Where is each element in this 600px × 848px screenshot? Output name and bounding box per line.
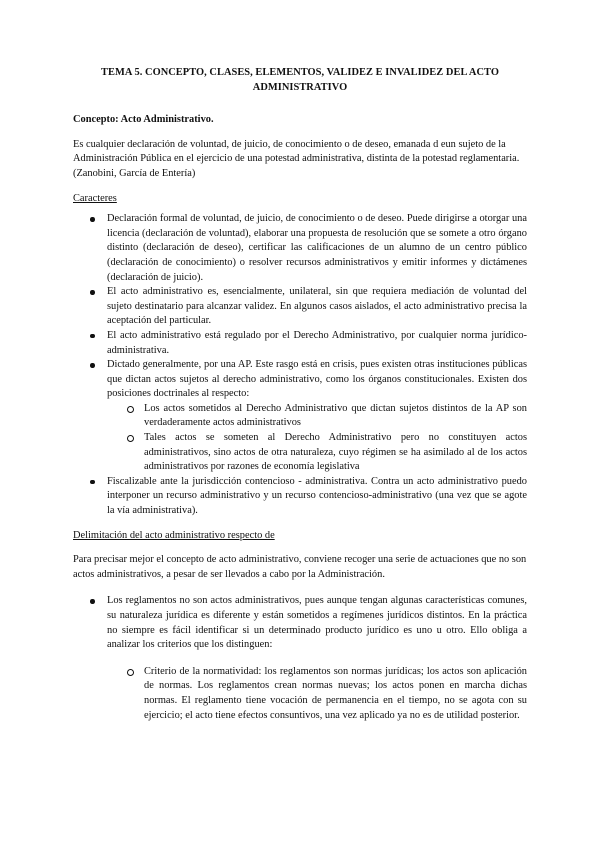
title-line-2: ADMINISTRATIVO xyxy=(252,81,348,93)
list-item xyxy=(73,285,527,329)
list-item-text: El acto administrativo está regulado por el Derecho Administrativo, por cualquier norma jurídico-administrativa. xyxy=(107,329,527,356)
list-item xyxy=(73,594,527,723)
sub-list-item xyxy=(107,402,527,431)
sub-list-item-text: Tales actos se someten al Derecho Administrativo pero no constituyen actos administrativos, sino actos de otra naturaleza, cuyo régimen se ha asimilado al de los actos administrativos por razones de economía legislativa xyxy=(144,432,527,473)
list-item-text: Dictado generalmente, por una AP. Este rasgo está en crisis, pues existen otras instituciones públicas que dictan actos sujetos al derecho administrativo, como los órganos constitucionales. Existen dos posiciones doctrinales al respecto: xyxy=(107,359,527,400)
list-item xyxy=(73,475,527,519)
concepto-paragraph: Es cualquier declaración de voluntad, de juicio, de conocimiento o de deseo, emanada d eun sujeto de la Administración Pública en el ejercicio de una potestad administrativa, distinta de la potestad reglamentaria. (Zanobini, García de Entería) xyxy=(73,138,520,179)
doctrinal-positions-list xyxy=(107,402,527,475)
circle-bullet-icon xyxy=(127,435,134,442)
sub-list-item xyxy=(107,431,527,475)
list-item xyxy=(73,329,527,358)
sub-list-item xyxy=(107,665,527,723)
bullet-icon xyxy=(90,217,95,222)
title-line-1: TEMA 5. CONCEPTO, CLASES, ELEMENTOS, VALIDEZ E INVALIDEZ DEL ACTO xyxy=(101,67,499,78)
list-item-text: Fiscalizable ante la jurisdicción contencioso - administrativa. Contra un acto administrativo puedo interponer un recurso administrativo y un recurso contencioso-administrativo (una vez que se agote la vía administrativa). xyxy=(107,475,527,517)
bullet-icon xyxy=(90,290,95,295)
sub-list-item-text: Criterio de la normatividad: los reglamentos son normas jurídicas; los actos son aplicación de normas. Los reglamentos crean normas nuevas; los actos ponen en marcha dichas normas. El reglamento tiene vocación de permanencia en el tiempo, no se agota con su ejercicio; el acto tiene efectos consuntivos, una vez aplicado ya no es de utilidad posterior. xyxy=(144,665,527,721)
list-item xyxy=(73,358,527,475)
caracteres-list xyxy=(73,212,527,518)
list-item-text: El acto administrativo es, esencialmente, unilateral, sin que requiera mediación de voluntad del sujeto destinatario para alcanzar validez. En algunos casos aislados, el acto administrativo precisa la aceptación del particular. xyxy=(107,286,527,327)
delimitacion-intro: Para precisar mejor el concepto de acto administrativo, conviene recoger una serie de actuaciones que no son actos administrativos, a pesar de ser llevados a cabo por la Administración. xyxy=(73,554,527,580)
delimitacion-list xyxy=(73,594,527,723)
bullet-icon xyxy=(90,363,95,368)
delimitacion-heading: Delimitación del acto administrativo respecto de xyxy=(73,529,275,541)
circle-bullet-icon xyxy=(127,406,134,413)
document-page xyxy=(73,66,527,723)
page-title xyxy=(73,66,527,95)
bullet-icon xyxy=(90,480,95,485)
list-item-text: Declaración formal de voluntad, de juicio, de conocimiento o de deseo. Puede dirigirse a otorgar una licencia (declaración de voluntad), elaborar una propuesta de resolución que se somete a otro órgano distinto (declaración de deseo), certificar las calificaciones de un alumno de un centro público (declaración de conocimiento) o resolver recursos administrativos y emitir informes y dictámenes (declaración de juicio). xyxy=(107,213,527,283)
list-item-text: Los reglamentos no son actos administrativos, pues aunque tengan algunas características comunes, su naturaleza jurídica es diferente y están sometidos a regímenes jurídicos distintos. En la práctica no siempre es fácil identificar si un determinado producto jurídico es uno u otro. Ello obliga a analizar los criterios que los distinguen: xyxy=(107,595,527,651)
bullet-icon xyxy=(90,334,95,339)
sub-list-item-text: Los actos sometidos al Derecho Administrativo que dictan sujetos distintos de la AP son verdaderamente actos administrativos xyxy=(144,402,527,429)
bullet-icon xyxy=(90,599,95,604)
caracteres-heading: Caracteres xyxy=(73,192,117,204)
circle-bullet-icon xyxy=(127,669,134,676)
list-item xyxy=(73,212,527,285)
concepto-heading: Concepto: Acto Administrativo. xyxy=(73,114,214,126)
criteria-list xyxy=(107,665,527,723)
